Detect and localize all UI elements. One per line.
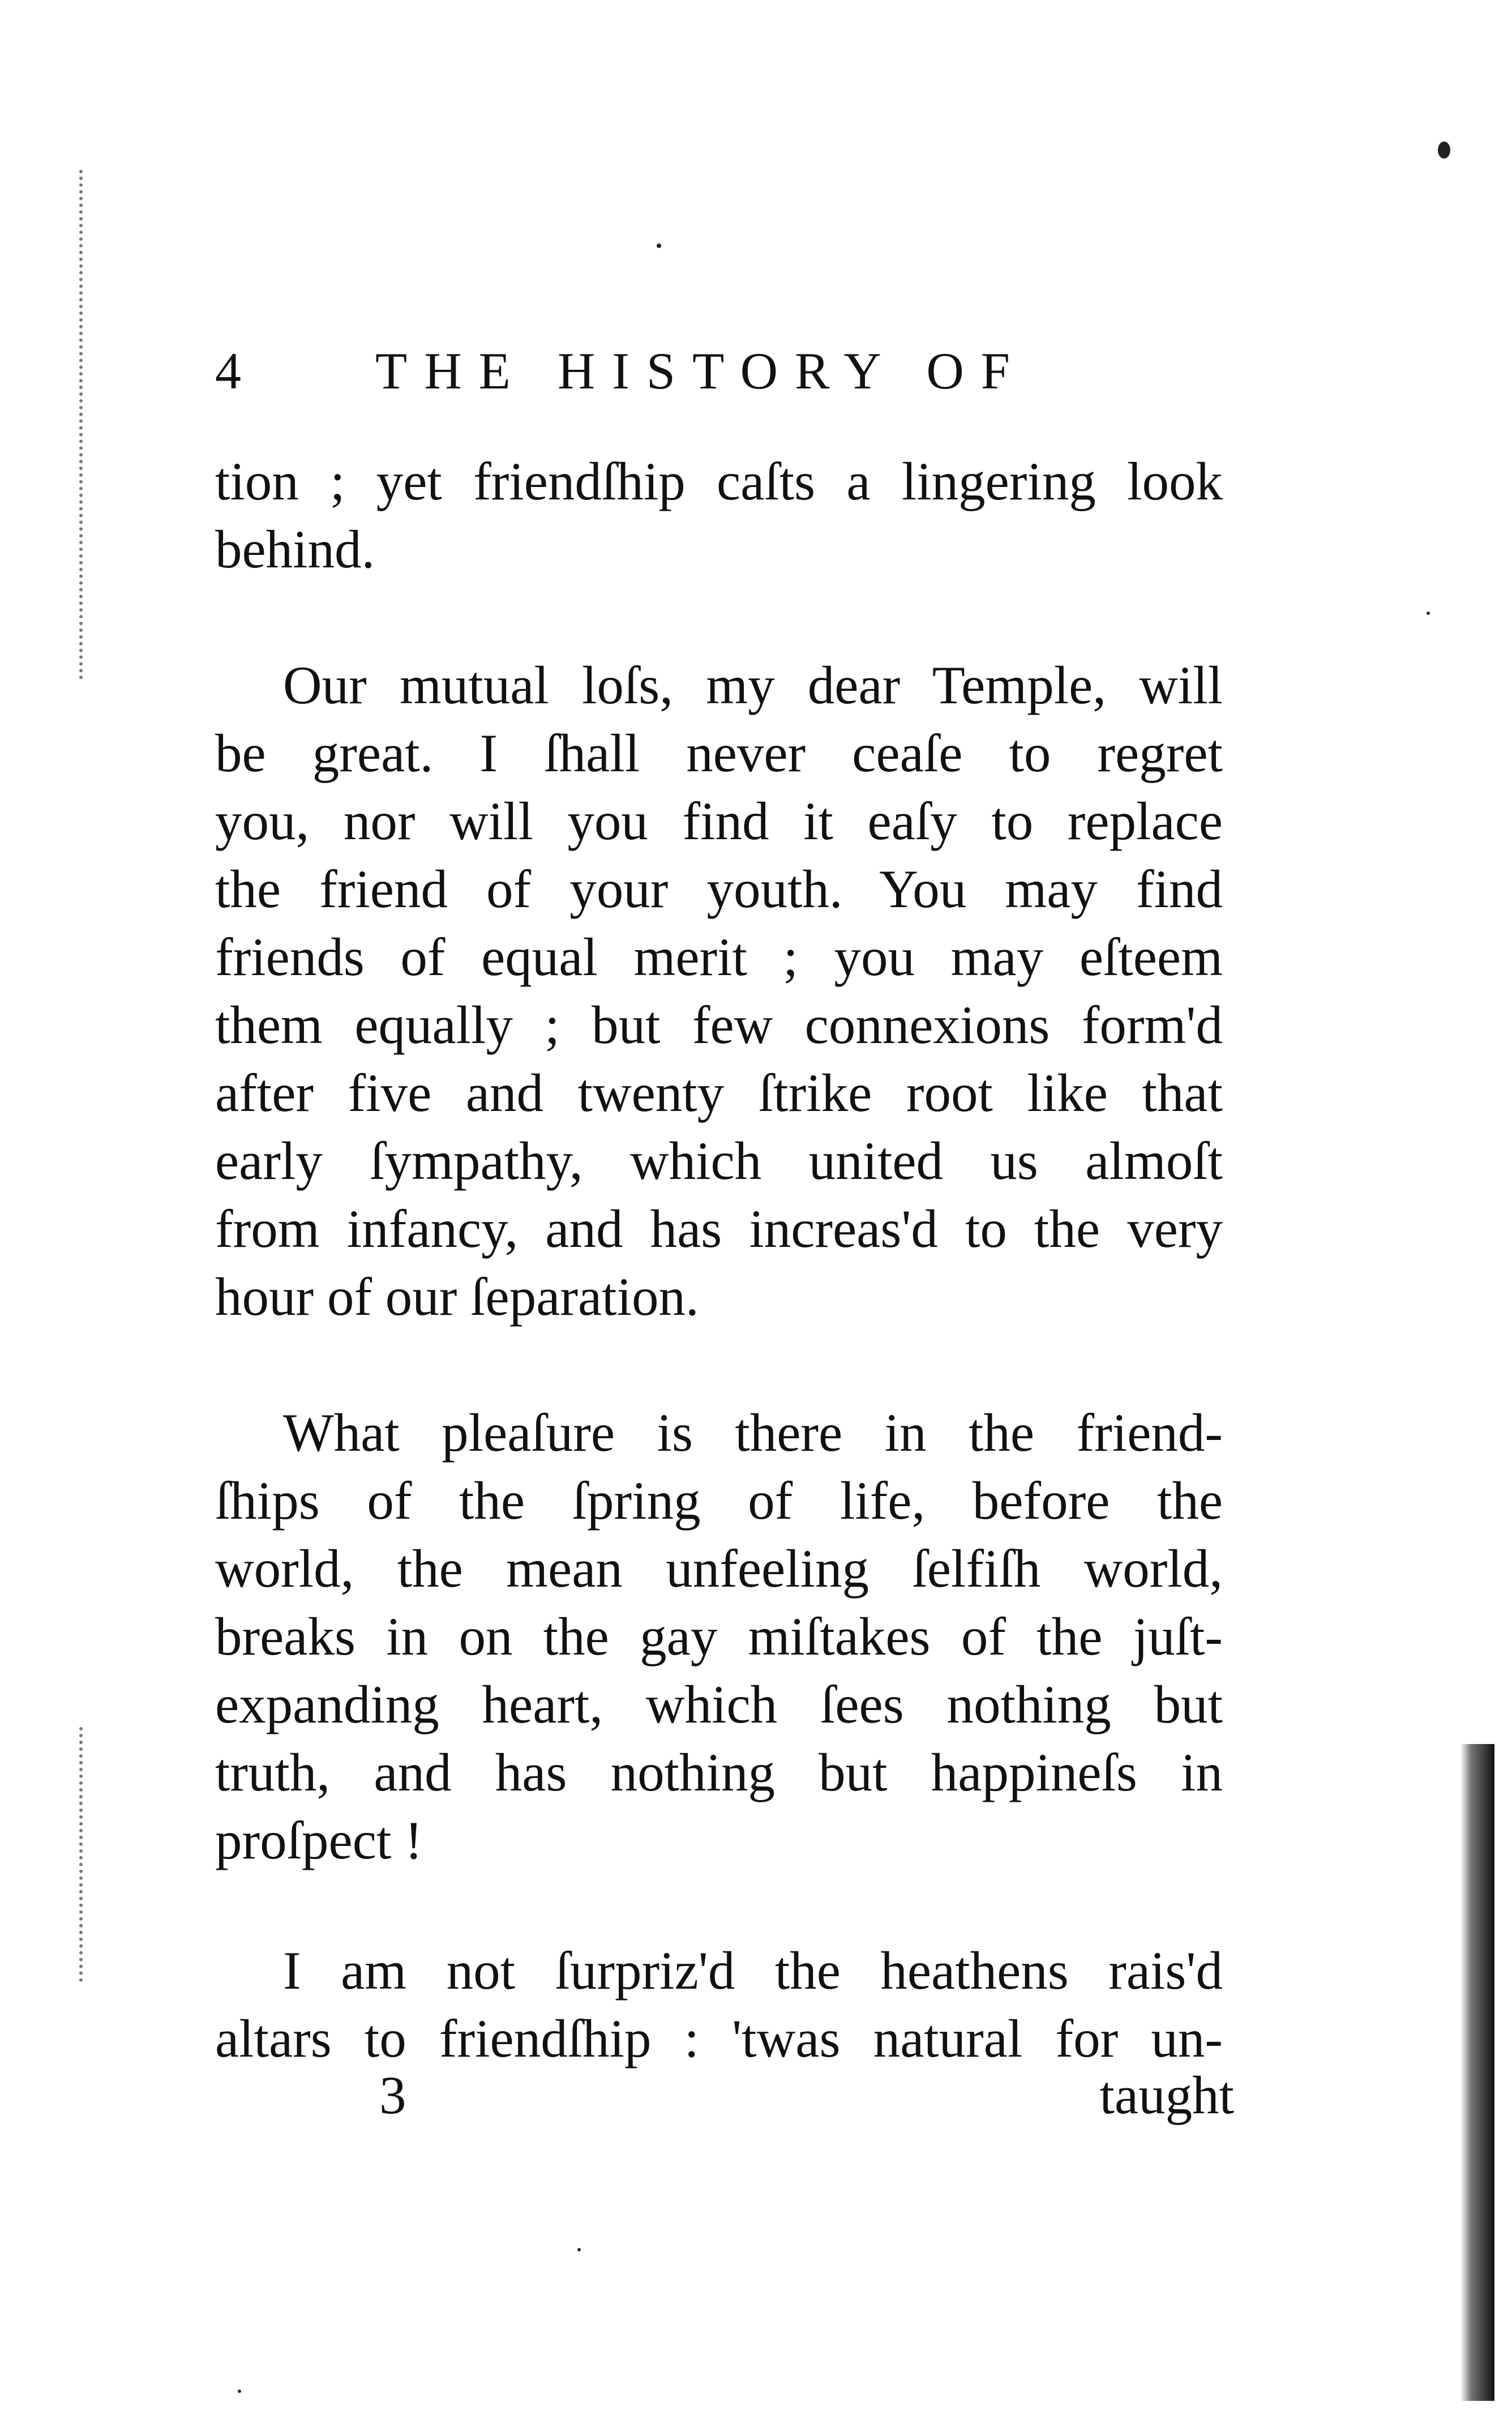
page-footer	[215, 2061, 1234, 2129]
binding-shadow	[1460, 1744, 1494, 2401]
running-head	[215, 340, 1121, 402]
ink-speck	[1438, 142, 1450, 159]
paragraph	[215, 651, 1223, 1331]
page-number: 4	[215, 342, 241, 400]
gutter-marks-lower	[79, 1727, 94, 1982]
text-line: I am not ſurpriz'd the heathens rais'd	[283, 1941, 1223, 2001]
ink-speck	[238, 2390, 241, 2393]
text-line: tion ; yet friendſhip caſts a lingering look	[215, 451, 1223, 511]
text-line: you, nor will you find it eaſy to replace	[215, 791, 1223, 851]
text-line: from infancy, and has increas'd to the very	[215, 1199, 1223, 1259]
paragraph	[215, 1399, 1223, 1874]
text-line: behind.	[215, 519, 375, 579]
text-line: breaks in on the gay miſtakes of the juſt-	[215, 1606, 1223, 1666]
running-title: THE HISTORY OF	[375, 342, 1027, 400]
paragraph	[215, 447, 1223, 583]
ink-speck	[577, 2248, 581, 2251]
ink-speck	[657, 243, 661, 248]
text-line: truth, and has nothing but happineſs in	[215, 1742, 1223, 1802]
text-line: altars to friendſhip : 'twas natural for un-	[215, 2008, 1223, 2068]
text-line: What pleaſure is there in the friend-	[283, 1403, 1223, 1463]
text-line: proſpect !	[215, 1810, 423, 1870]
text-line: be great. I ſhall never ceaſe to regret	[215, 723, 1223, 783]
signature-mark: 3	[379, 2065, 406, 2125]
text-line: them equally ; but few connexions form'd	[215, 995, 1223, 1055]
text-line: early ſympathy, which united us almoſt	[215, 1131, 1223, 1191]
text-line: the friend of your youth. You may find	[215, 859, 1223, 919]
text-line: friends of equal merit ; you may eſteem	[215, 927, 1223, 987]
text-line: ſhips of the ſpring of life, before the	[215, 1471, 1223, 1531]
catchword: taught	[1099, 2065, 1234, 2125]
gutter-marks	[79, 170, 94, 679]
ink-speck	[1427, 612, 1430, 615]
text-line: hour of our ſeparation.	[215, 1267, 699, 1327]
text-line: after five and twenty ſtrike root like that	[215, 1063, 1223, 1123]
text-line: world, the mean unfeeling ſelfiſh world,	[215, 1538, 1223, 1599]
paragraph	[215, 1937, 1223, 2072]
text-line: expanding heart, which ſees nothing but	[215, 1674, 1223, 1734]
text-line: Our mutual loſs, my dear Temple, will	[283, 655, 1223, 715]
